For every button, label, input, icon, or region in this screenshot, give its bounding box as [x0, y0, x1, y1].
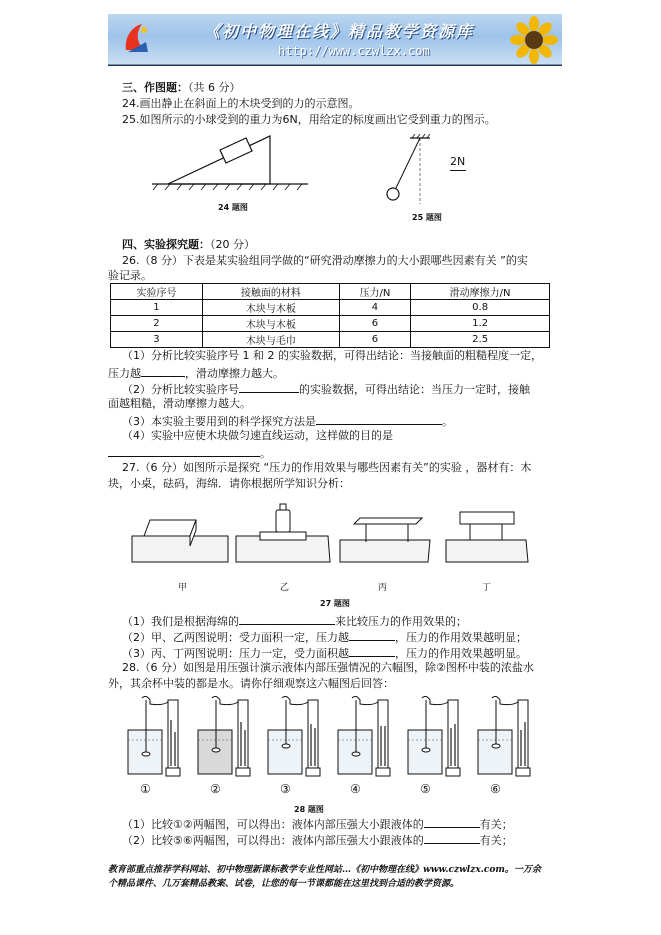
scale-label: 2N	[450, 155, 466, 168]
question-24: 24.画出静止在斜面上的木块受到的力的示意图。	[122, 97, 360, 110]
footer-line2: 个精品课件、几万套精品教案、试卷，让您的每一节课都能在这里找到合适的教学资源。	[108, 879, 460, 889]
q28-1-suffix: 有关；	[479, 818, 513, 831]
fig27-label-yi: 乙	[280, 583, 290, 593]
answer-blank[interactable]	[349, 644, 395, 657]
pressure-experiment-figure	[130, 496, 530, 572]
pressure-gauge-2	[198, 696, 250, 776]
fig27-label-bing: 丙	[378, 583, 388, 593]
table-row	[111, 316, 550, 332]
site-logo-icon	[118, 20, 156, 58]
table-cell: 1	[111, 300, 203, 316]
fig25-caption: 25 题图	[412, 213, 442, 222]
section3-score: （共 6 分）	[188, 81, 241, 94]
q27-2-prefix: （2）甲、乙两图说明：受力面积一定，压力越	[122, 631, 349, 644]
fig28-label: ③	[280, 782, 291, 796]
q26-3-suffix: 。	[442, 415, 453, 428]
table-row	[111, 332, 550, 348]
table-cell: 2	[111, 316, 203, 332]
pressure-gauge-5	[408, 696, 460, 776]
question-27-line2: 块，小桌，砝码，海绵．请你根据所学知识分析：	[108, 477, 350, 490]
table-cell: 2.5	[411, 332, 550, 348]
hanging-ball-figure	[380, 134, 450, 206]
q26-3-prefix: （3）本实验主要用到的科学探究方法是	[122, 415, 316, 428]
fig27-label-jia: 甲	[178, 583, 188, 593]
footer-line1: 教育部重点推荐学科网站、初中物理新课标教学专业性网站…《初中物理在线》www.czwlzx.com。一万余	[108, 865, 541, 875]
fig28-label: ⑥	[490, 782, 501, 796]
question-26-1b	[108, 364, 284, 381]
question-25: 25.如图所示的小球受到的重力为6N，用给定的标度画出它受到重力的图示。	[122, 113, 496, 126]
fig28-label: ④	[350, 782, 361, 796]
answer-blank[interactable]	[239, 380, 299, 393]
q28-1-prefix: （1）比较①②两幅图，可以得出：液体内部压强大小跟液体的	[122, 818, 424, 831]
pressure-gauge-figure	[122, 696, 542, 780]
table-cell: 4	[339, 300, 410, 316]
q28-2-suffix: 有关；	[479, 834, 513, 847]
section3-heading-line	[122, 80, 241, 95]
q26-2a-prefix: （2）分析比较实验序号	[122, 383, 239, 396]
table-cell: 木块与毛巾	[202, 332, 339, 348]
scale-bar	[450, 170, 466, 171]
question-28-line2: 外，其余杯中装的都是水。请你仔细观察这六幅图后回答：	[108, 677, 394, 690]
table-cell: 1.2	[411, 316, 550, 332]
question-26-line1: 26.（8 分）下表是某实验组同学做的“研究滑动摩擦力的大小跟哪些因素有关 ”的实	[122, 254, 528, 267]
sunflower-icon	[510, 16, 558, 64]
q28-2-prefix: （2）比较⑤⑥两幅图，可以得出：液体内部压强大小跟液体的	[122, 834, 424, 847]
q26-1b-suffix: ，滑动摩擦力越大。	[185, 367, 284, 380]
pressure-gauge-1	[128, 696, 180, 776]
q27-3-prefix: （3）丙、丁两图说明：压力一定，受力面积越	[122, 647, 349, 660]
table-cell: 木块与木板	[202, 316, 339, 332]
pressure-gauge-3	[268, 696, 320, 776]
question-26-2a	[122, 380, 530, 397]
table-cell: 木块与木板	[202, 300, 339, 316]
table-header-cell: 压力/N	[339, 284, 410, 300]
question-28-1	[122, 815, 513, 832]
question-26-2b: 面越粗糙，滑动摩擦力越大。	[108, 397, 251, 410]
question-26-4b	[108, 444, 271, 461]
fig24-caption: 24 题图	[218, 203, 248, 212]
question-28-2	[122, 831, 513, 848]
fig28-caption: 28 题图	[294, 805, 324, 814]
answer-blank[interactable]	[239, 612, 335, 625]
section4-heading: 四、实验探究题：	[122, 238, 210, 251]
q27-1-prefix: （1）我们是根据海绵的	[122, 615, 239, 628]
answer-blank[interactable]	[424, 831, 480, 844]
friction-data-table	[110, 283, 550, 348]
q26-2a-suffix: 的实验数据，可得出结论：当压力一定时，接触	[299, 383, 530, 396]
q26-1b-prefix: 压力越	[108, 367, 141, 380]
fig28-label: ①	[140, 782, 151, 796]
question-27-1	[122, 612, 467, 629]
question-27-line1: 27.（6 分）如图所示是探究 “压力的作用效果与哪些因素有关”的实验 ，器材有：木	[122, 461, 532, 474]
section3-heading: 三、作图题：	[122, 81, 188, 94]
question-28-line1: 28.（6 分）如图是用压强计演示液体内部压强情况的六幅图，除②图杯中装的浓盐水	[122, 661, 534, 674]
section4-score: （20 分）	[210, 238, 255, 251]
table-cell: 0.8	[411, 300, 550, 316]
q27-3-suffix: ，压力的作用效果越明显。	[395, 647, 527, 660]
question-26-3	[122, 412, 453, 429]
answer-blank[interactable]	[108, 444, 260, 457]
answer-blank[interactable]	[316, 412, 442, 425]
fig27-label-ding: 丁	[482, 583, 492, 593]
q26-4b-suffix: 。	[260, 447, 271, 460]
banner-url[interactable]: http://www.czwlzx.com	[278, 44, 430, 58]
table-header-row	[111, 284, 550, 300]
fig27-caption: 27 题图	[320, 599, 350, 608]
fig28-label: ②	[210, 782, 221, 796]
site-banner	[108, 14, 562, 65]
section4-heading-line	[122, 237, 255, 252]
question-26-1a: （1）分析比较实验序号 1 和 2 的实验数据，可得出结论：当接触面的粗糙程度一定，	[122, 349, 542, 362]
table-header-cell: 接触面的材料	[202, 284, 339, 300]
question-27-3	[122, 644, 527, 661]
incline-block-figure	[150, 132, 310, 194]
table-header-cell: 滑动摩擦力/N	[411, 284, 550, 300]
answer-blank[interactable]	[141, 364, 185, 377]
question-27-2	[122, 628, 527, 645]
pressure-gauge-6	[478, 696, 530, 776]
banner-title: 《初中物理在线》精品教学资源库	[204, 22, 475, 41]
answer-blank[interactable]	[349, 628, 395, 641]
question-26-line2: 验记录。	[108, 269, 152, 282]
q27-2-suffix: ，压力的作用效果越明显；	[395, 631, 527, 644]
pressure-gauge-4	[338, 696, 390, 776]
fig28-label: ⑤	[420, 782, 431, 796]
table-cell: 3	[111, 332, 203, 348]
q27-1-suffix: 来比较压力的作用效果的；	[335, 615, 467, 628]
answer-blank[interactable]	[424, 815, 480, 828]
table-header-cell: 实验序号	[111, 284, 203, 300]
header-rule	[108, 65, 562, 66]
table-cell: 6	[339, 332, 410, 348]
question-26-4: （4）实验中应使木块做匀速直线运动，这样做的目的是	[122, 429, 393, 442]
table-row	[111, 300, 550, 316]
table-cell: 6	[339, 316, 410, 332]
